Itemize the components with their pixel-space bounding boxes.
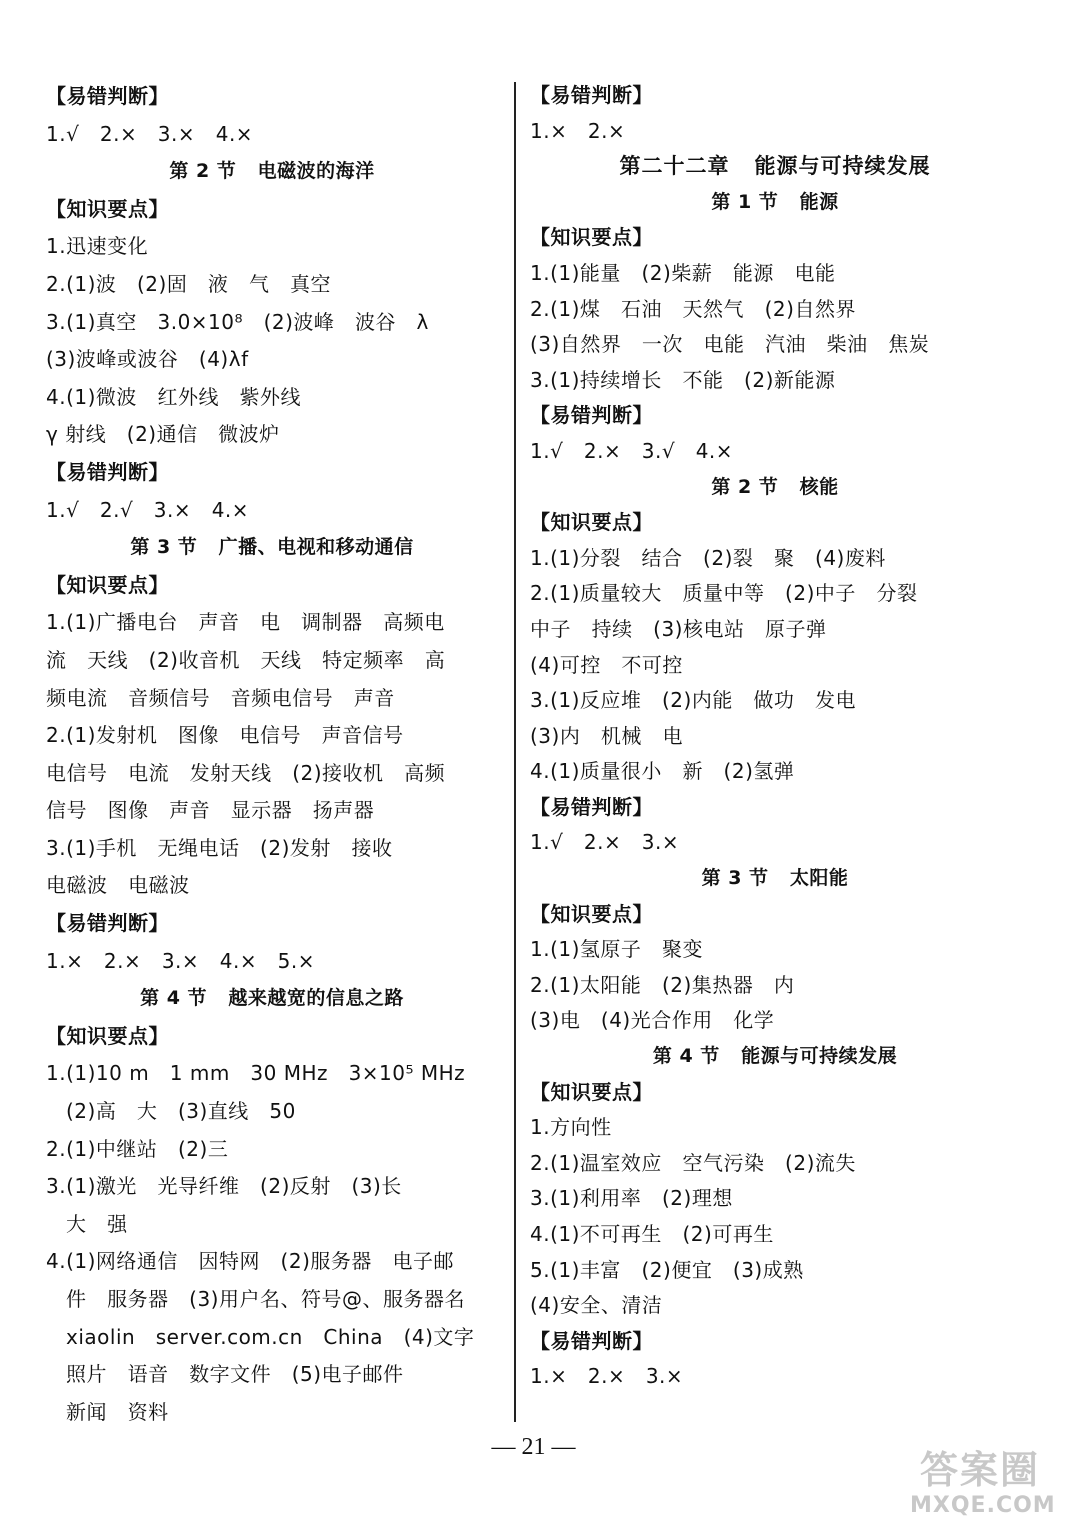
section-heading: 第 3 节 太阳能: [701, 867, 849, 890]
answer-line: 4.(1)微波 红外线 紫外线: [46, 384, 302, 409]
answer-line: 3.(1)真空 3.0×10⁸ (2)波峰 波谷 λ: [46, 309, 429, 334]
answer-line: 3.(1)反应堆 (2)内能 做功 发电: [530, 688, 856, 713]
answer-line: 4.(1)不可再生 (2)可再生: [530, 1222, 774, 1246]
answer-line: 信号 图像 声音 显示器 扬声器: [46, 798, 375, 823]
section-tag: 【知识要点】: [530, 901, 653, 926]
section-heading: 第 3 节 广播、电视和移动通信: [130, 536, 414, 559]
section-tag: 【知识要点】: [46, 572, 169, 597]
answer-line: 2.(1)波 (2)固 液 气 真空: [46, 271, 332, 296]
answer-line: 5.(1)丰富 (2)便宜 (3)成熟: [530, 1257, 804, 1282]
answer-line: 4.(1)质量很小 新 (2)氢弹: [530, 759, 795, 784]
answer-line: 2.(1)质量较大 质量中等 (2)中子 分裂: [530, 581, 918, 606]
answer-line: 大 强: [66, 1211, 128, 1236]
section-heading: 第 2 节 核能: [711, 475, 839, 498]
left-column: [46, 78, 498, 1431]
answer-line: 照片 语音 数字文件 (5)电子邮件: [66, 1362, 404, 1387]
answer-line: 件 服务器 (3)用户名、符号@、服务器名: [66, 1287, 465, 1311]
answer-line: 1.(1)能量 (2)柴薪 能源 电能: [530, 260, 836, 285]
answer-line: (3)波峰或波谷 (4)λf: [46, 347, 249, 372]
section-tag: 【易错判断】: [530, 1328, 653, 1353]
answer-line: 4.(1)网络通信 因特网 (2)服务器 电子邮: [46, 1249, 454, 1274]
answer-line: 2.(1)太阳能 (2)集热器 内: [530, 972, 795, 997]
watermark-title: 答案圈: [919, 1448, 1040, 1492]
right-column: [530, 78, 1020, 1395]
answer-line: 电磁波 电磁波: [46, 873, 190, 898]
watermark-domain: MXQE.COM: [910, 1493, 1056, 1518]
section-tag: 【易错判断】: [46, 84, 169, 108]
section-heading: 第 2 节 电磁波的海洋: [169, 160, 375, 183]
answer-line: 3.(1)持续增长 不能 (2)新能源: [530, 367, 836, 392]
section-heading: 第 1 节 能源: [711, 190, 839, 213]
answer-line: 1.(1)广播电台 声音 电 调制器 高频电: [46, 610, 445, 635]
section-tag: 【易错判断】: [530, 403, 653, 428]
section-tag: 【易错判断】: [530, 794, 653, 819]
answer-line: 1.(1)分裂 结合 (2)裂 聚 (4)废料: [530, 545, 886, 570]
answer-line: 流 天线 (2)收音机 天线 特定频率 高: [46, 647, 446, 672]
answer-line: (4)可控 不可控: [530, 652, 683, 677]
answer-line: 2.(1)煤 石油 天然气 (2)自然界: [530, 296, 856, 321]
section-tag: 【易错判断】: [46, 459, 169, 484]
answer-line: (4)安全、清洁: [530, 1293, 663, 1318]
column-divider: [514, 82, 516, 1422]
answer-line: (3)自然界 一次 电能 汽油 柴油 焦炭: [530, 332, 930, 357]
section-tag: 【易错判断】: [46, 911, 169, 936]
answer-line: 1.× 2.× 3.× 4.× 5.×: [46, 948, 315, 973]
answer-line: 1.√ 2.× 3.×: [530, 830, 680, 855]
section-tag: 【知识要点】: [530, 1079, 653, 1104]
page-number: — 21 —: [491, 1434, 576, 1460]
answer-line: 3.(1)手机 无绳电话 (2)发射 接收: [46, 835, 393, 860]
section-tag: 【知识要点】: [530, 510, 653, 535]
answer-line: 1.(1)10 m 1 mm 30 MHz 3×10⁵ MHz: [46, 1061, 466, 1086]
answer-line: 1.√ 2.× 3.× 4.×: [46, 121, 254, 146]
answer-line: xiaolin server.com.cn China (4)文字: [66, 1324, 475, 1349]
section-heading: 第 4 节 能源与可持续发展: [652, 1045, 898, 1068]
answer-line: 1.迅速变化: [46, 234, 149, 259]
answer-line: 新闻 资料: [66, 1399, 169, 1424]
answer-line: γ 射线 (2)通信 微波炉: [46, 422, 280, 447]
section-tag: 【易错判断】: [530, 83, 653, 107]
answer-line: 1.√ 2.× 3.√ 4.×: [530, 438, 734, 463]
answer-line: 中子 持续 (3)核电站 原子弹: [530, 616, 827, 641]
answer-line: 1.√ 2.√ 3.× 4.×: [46, 497, 250, 522]
answer-line: 频电流 音频信号 音频电信号 声音: [46, 685, 395, 710]
section-heading: 第 4 节 越来越宽的信息之路: [140, 987, 404, 1010]
answer-line: 3.(1)利用率 (2)理想: [530, 1186, 733, 1211]
answer-line: (2)高 大 (3)直线 50: [66, 1099, 296, 1124]
section-tag: 【知识要点】: [46, 196, 169, 221]
section-tag: 【知识要点】: [46, 1023, 169, 1048]
answer-line: 2.(1)温室效应 空气污染 (2)流失: [530, 1150, 856, 1175]
answer-line: 1.方向性: [530, 1115, 612, 1140]
chapter-heading: 第二十二章 能源与可持续发展: [619, 154, 931, 179]
answer-line: 2.(1)中继站 (2)三: [46, 1136, 229, 1161]
answer-line: (3)电 (4)光合作用 化学: [530, 1008, 775, 1033]
answer-line: 2.(1)发射机 图像 电信号 声音信号: [46, 723, 404, 748]
section-tag: 【知识要点】: [530, 225, 653, 250]
answer-line: 3.(1)激光 光导纤维 (2)反射 (3)长: [46, 1174, 402, 1199]
answer-line: 电信号 电流 发射天线 (2)接收机 高频: [46, 760, 446, 785]
answer-line: 1.× 2.× 3.×: [530, 1364, 684, 1389]
answer-line: 1.× 2.×: [530, 118, 626, 143]
answer-line: 1.(1)氢原子 聚变: [530, 937, 703, 962]
answer-line: (3)内 机械 电: [530, 723, 683, 748]
watermark-logo: [910, 1448, 1056, 1528]
